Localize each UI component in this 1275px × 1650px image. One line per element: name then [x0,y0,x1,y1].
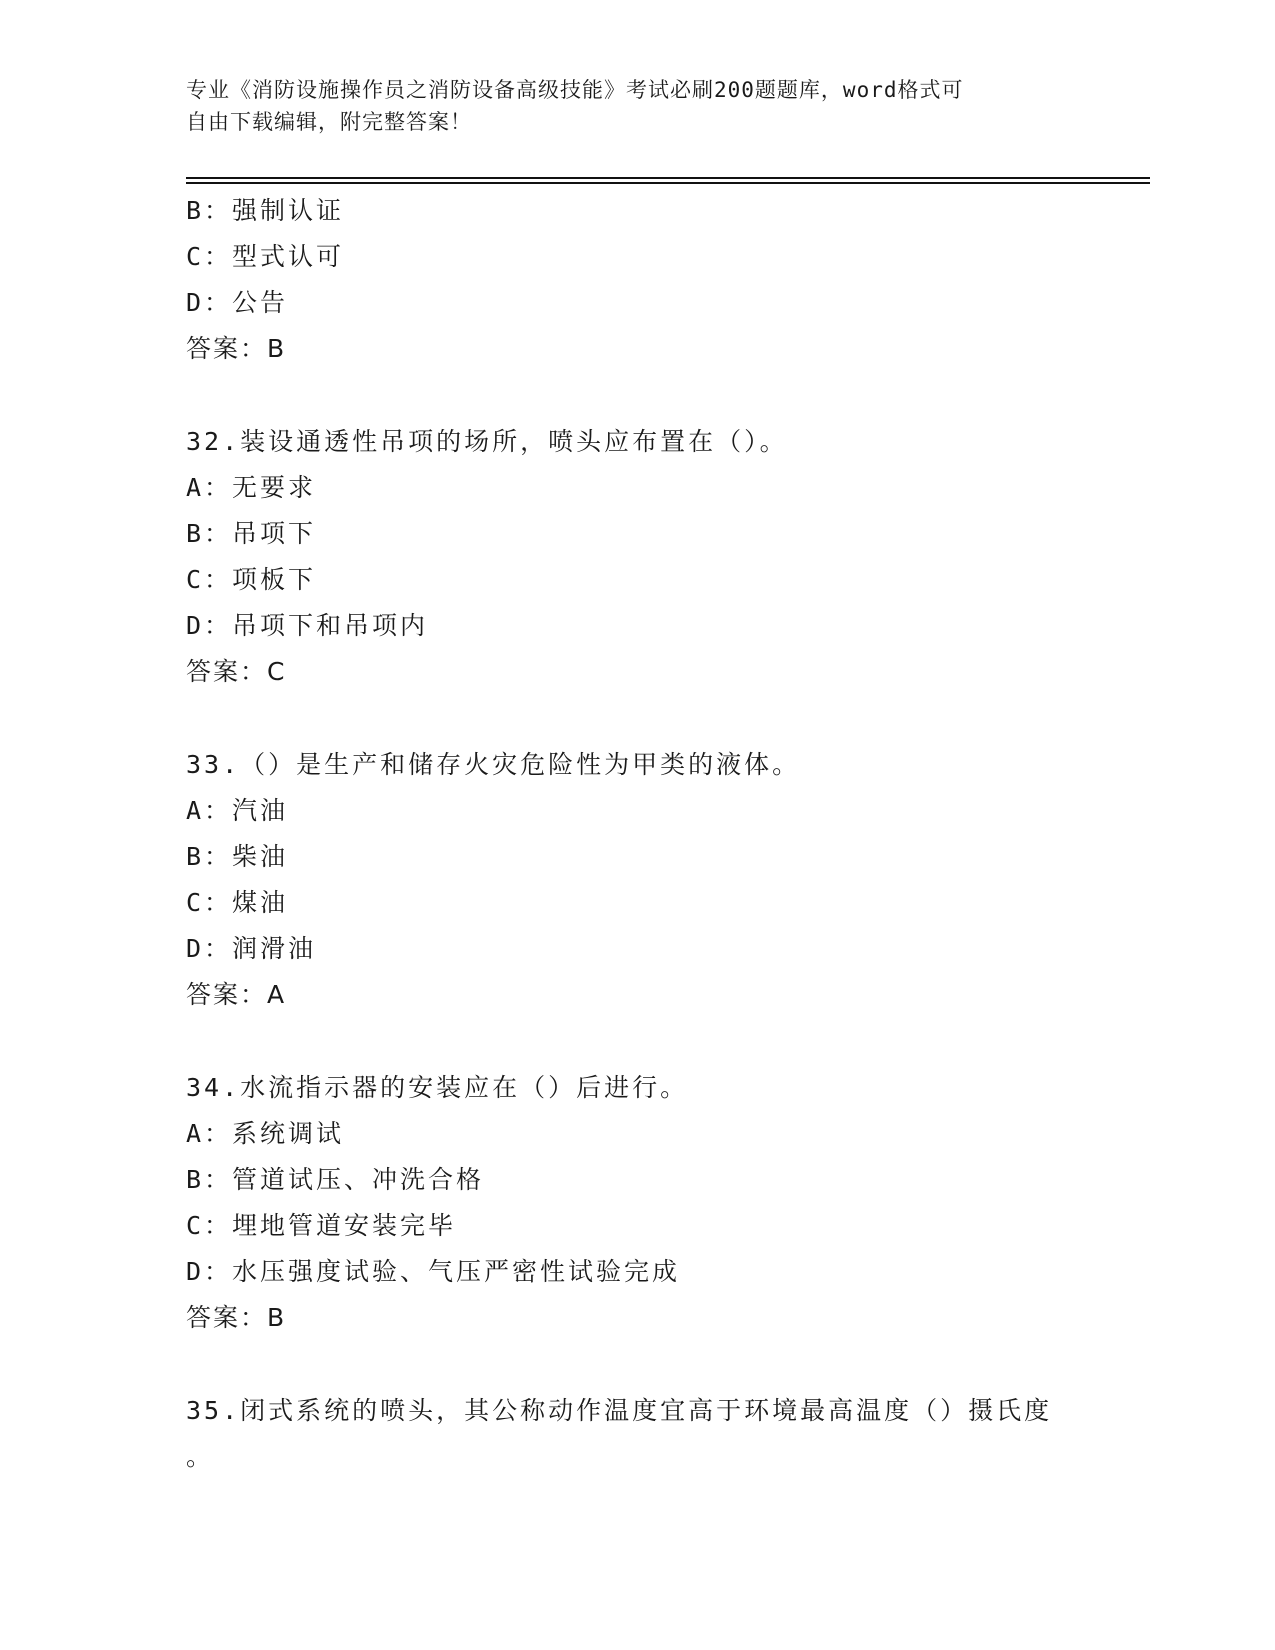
option-a: A：系统调试 [186,1119,345,1148]
question-33 [186,742,1126,1018]
option-c: C：埋地管道安装完毕 [186,1211,457,1240]
header-line-1: 专业《消防设施操作员之消防设备高级技能》考试必刷200题题库，word格式可 [186,78,964,102]
question-stem: 34.水流指示器的安装应在（）后进行。 [186,1073,689,1102]
question-34 [186,1065,1126,1341]
option-d: D：吊项下和吊项内 [186,611,429,640]
option-b: B：吊项下 [186,519,317,548]
option-a: A：汽油 [186,796,289,825]
option-d: D：公告 [186,288,289,317]
option-c: C：煤油 [186,888,289,917]
option-b: B：强制认证 [186,196,345,225]
option-d: D：水压强度试验、气压严密性试验完成 [186,1257,681,1286]
answer-line: 答案：C [186,657,287,686]
option-c: C：型式认可 [186,242,345,271]
answer-line: 答案：B [186,334,287,363]
answer-line: 答案：B [186,1303,287,1332]
question-stem: 32.装设通透性吊项的场所，喷头应布置在（）。 [186,427,788,456]
option-c: C：项板下 [186,565,317,594]
option-b: B：管道试压、冲洗合格 [186,1165,485,1194]
question-stem: 33.（）是生产和储存火灾危险性为甲类的液体。 [186,750,801,779]
option-b: B：柴油 [186,842,289,871]
document-header [186,74,1066,138]
header-rule-bottom [186,182,1150,184]
option-a: A：无要求 [186,473,317,502]
header-line-2: 自由下载编辑，附完整答案！ [186,110,472,134]
question-32 [186,419,1126,695]
question-stem: 35.闭式系统的喷头，其公称动作温度宜高于环境最高温度（）摄氏度 [186,1396,1053,1425]
option-d: D：润滑油 [186,934,317,963]
question-list [186,188,1126,1480]
header-rule-top [186,177,1150,179]
question-35 [186,1388,1126,1480]
question-31-tail [186,188,1126,372]
answer-line: 答案：A [186,980,287,1009]
question-stem-continuation: 。 [186,1442,215,1471]
